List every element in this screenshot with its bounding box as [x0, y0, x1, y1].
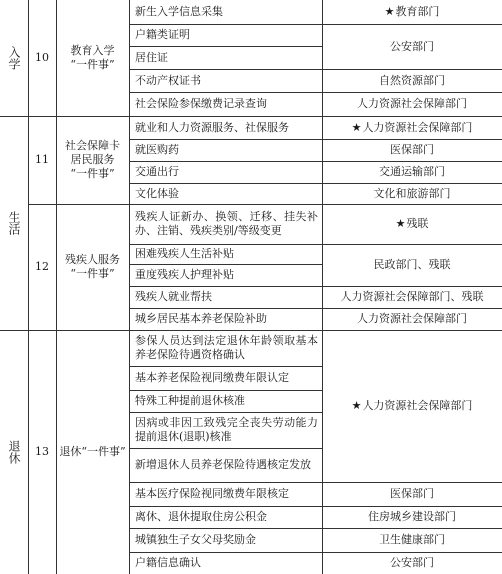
row-divider: [129, 308, 502, 309]
row-divider: [129, 24, 502, 25]
dept-cell: 人力资源社会保障部门、残联: [340, 290, 484, 303]
row-divider: [129, 390, 322, 391]
row-divider: [28, 204, 502, 205]
dept-cell: 自然资源部门: [379, 73, 445, 87]
dept-cell: 公安部门: [390, 556, 434, 569]
service-item: 参保人员达到法定退休年龄领取基本养老保险待遇资格确认: [135, 334, 318, 361]
star-icon: ★: [384, 5, 395, 18]
dept-name: 残联: [406, 217, 429, 230]
service-item: 残疾人证新办、换领、迁移、挂失补办、注销、残疾类别/等级变更: [135, 210, 318, 237]
row-divider: [129, 244, 502, 245]
package-name: 残疾人服务 “一件事”: [65, 253, 120, 280]
dept-name: 教育部门: [395, 5, 440, 18]
dept-cell: 公安部门: [390, 39, 434, 53]
dept-name: 人力资源社会保障部门: [362, 120, 473, 134]
section-divider: [0, 330, 502, 331]
dept-cell: 住房城乡建设部门: [368, 510, 456, 523]
row-divider: [129, 448, 322, 449]
service-item: 交通出行: [135, 165, 179, 178]
category-cell: 退休: [7, 440, 21, 464]
service-item: 新生入学信息采集: [135, 5, 223, 18]
package-name: 社会保障卡 居民服务 “一件事”: [65, 139, 120, 180]
service-item: 不动产权证书: [135, 73, 201, 87]
dept-cell-lead: [322, 116, 502, 139]
service-item: 居住证: [135, 50, 168, 64]
dept-cell: 民政部门、残联: [373, 258, 451, 271]
dept-cell: 人力资源社会保障部门: [357, 97, 467, 110]
service-item: 户籍信息确认: [135, 556, 201, 569]
star-icon: ★: [395, 217, 406, 230]
service-item: 离休、退休提取住房公积金: [135, 510, 267, 523]
star-icon: ★: [351, 399, 362, 412]
row-divider: [129, 183, 502, 184]
row-divider: [129, 46, 322, 47]
dept-cell-lead: [322, 0, 502, 24]
service-item: 户籍类证明: [135, 28, 190, 41]
dept-name: 人力资源社会保障部门: [362, 399, 473, 412]
service-item: 残疾人就业帮扶: [135, 290, 212, 303]
star-icon: ★: [351, 120, 362, 134]
row-divider: [129, 506, 502, 507]
service-item: 基本养老保险视同缴费年限认定: [135, 371, 289, 384]
dept-cell: 人力资源社会保障部门: [357, 312, 467, 325]
row-divider: [129, 366, 322, 367]
grid-line: [322, 0, 323, 574]
row-divider: [129, 528, 502, 529]
service-item: 文化体验: [135, 186, 179, 200]
category-cell: 入学: [7, 46, 21, 70]
package-name: 退休“一件事”: [59, 445, 126, 458]
item-number: 12: [35, 260, 49, 273]
package-name: 教育入学 “一件事”: [70, 44, 115, 71]
row-divider: [129, 286, 502, 287]
row-divider: [129, 92, 502, 93]
service-item: 社会保险参保缴费记录查询: [135, 97, 267, 110]
service-item: 困难残疾人生活补贴: [135, 247, 234, 260]
grid-line: [129, 0, 130, 574]
row-divider: [129, 482, 502, 483]
dept-cell-lead: [322, 330, 502, 482]
row-divider: [129, 552, 502, 553]
dept-cell: 交通运输部门: [379, 165, 445, 178]
service-item: 因病或非因工致残完全丧失劳动能力提前退休(退职)核准: [135, 416, 318, 443]
service-item: 就业和人力资源服务、社保服务: [135, 120, 289, 134]
service-item: 新增退休人员养老保险待遇核定发放: [135, 458, 311, 471]
service-item: 就医购药: [135, 143, 179, 156]
dept-cell-lead: [322, 204, 502, 244]
category-cell: 生活: [7, 211, 21, 235]
dept-cell: 卫生健康部门: [379, 533, 445, 546]
row-divider: [129, 264, 322, 265]
service-item: 城镇独生子女父母奖励金: [135, 533, 256, 546]
row-divider: [129, 139, 502, 140]
service-item: 重度残疾人护理补贴: [135, 268, 234, 281]
dept-cell: 文化和旅游部门: [373, 186, 451, 200]
grid-line: [28, 0, 29, 574]
grid-line: [56, 0, 57, 574]
item-number: 11: [35, 153, 49, 166]
row-divider: [129, 69, 502, 70]
dept-cell: 医保部门: [390, 143, 434, 156]
service-item: 基本医疗保险视同缴费年限核定: [135, 487, 289, 500]
service-item: 特殊工种提前退休核准: [135, 394, 245, 407]
service-item: 城乡居民基本养老保险补助: [135, 312, 267, 325]
row-divider: [129, 412, 322, 413]
item-number: 10: [35, 51, 49, 64]
section-divider: [0, 116, 502, 117]
dept-cell: 医保部门: [390, 487, 434, 500]
row-divider: [129, 161, 502, 162]
item-number: 13: [35, 445, 49, 458]
